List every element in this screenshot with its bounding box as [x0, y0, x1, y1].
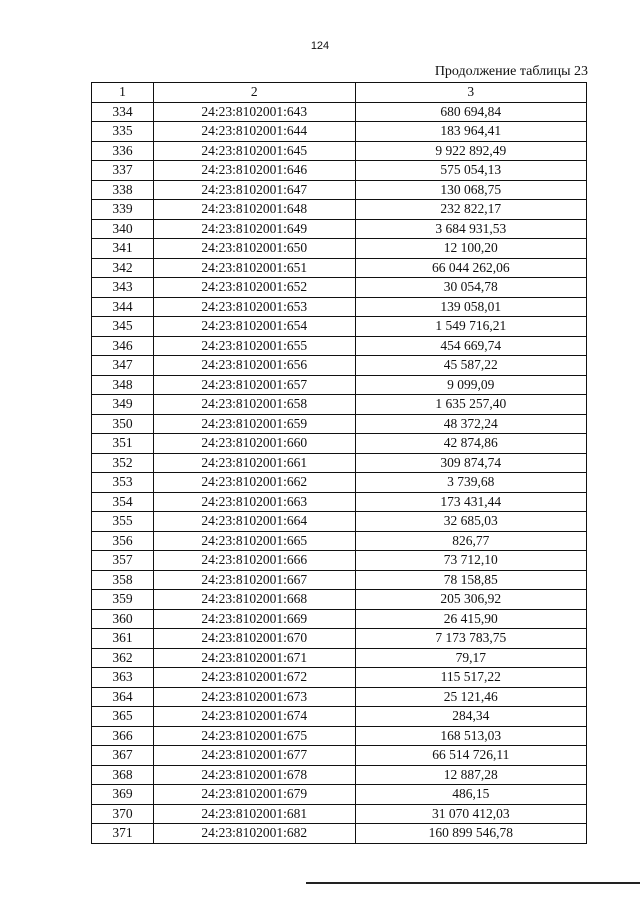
value-cell: 66 514 726,11	[355, 746, 586, 766]
column-header-1: 1	[92, 83, 154, 103]
table-row	[92, 141, 587, 161]
table-row	[92, 512, 587, 532]
table-row	[92, 395, 587, 415]
table-row	[92, 804, 587, 824]
value-cell: 139 058,01	[355, 297, 586, 317]
table-row	[92, 746, 587, 766]
table-row	[92, 785, 587, 805]
table-row	[92, 492, 587, 512]
value-cell: 575 054,13	[355, 161, 586, 181]
value-cell: 79,17	[355, 648, 586, 668]
cadastral-number-cell: 24:23:8102001:665	[153, 531, 355, 551]
cadastral-number-cell: 24:23:8102001:643	[153, 102, 355, 122]
table-row	[92, 297, 587, 317]
table-row	[92, 414, 587, 434]
table-row	[92, 122, 587, 142]
row-number-cell: 351	[92, 434, 154, 454]
row-number-cell: 342	[92, 258, 154, 278]
table-row	[92, 317, 587, 337]
table-row	[92, 609, 587, 629]
table-row	[92, 453, 587, 473]
row-number-cell: 369	[92, 785, 154, 805]
cadastral-number-cell: 24:23:8102001:661	[153, 453, 355, 473]
table-row	[92, 668, 587, 688]
value-cell: 232 822,17	[355, 200, 586, 220]
cadastral-number-cell: 24:23:8102001:649	[153, 219, 355, 239]
cadastral-number-cell: 24:23:8102001:682	[153, 824, 355, 844]
row-number-cell: 339	[92, 200, 154, 220]
table-row	[92, 258, 587, 278]
value-cell: 45 587,22	[355, 356, 586, 376]
page-number: 124	[310, 40, 330, 52]
table-row	[92, 180, 587, 200]
value-cell: 160 899 546,78	[355, 824, 586, 844]
value-cell: 309 874,74	[355, 453, 586, 473]
cadastral-number-cell: 24:23:8102001:668	[153, 590, 355, 610]
cadastral-number-cell: 24:23:8102001:675	[153, 726, 355, 746]
value-cell: 42 874,86	[355, 434, 586, 454]
table-row	[92, 570, 587, 590]
cadastral-number-cell: 24:23:8102001:644	[153, 122, 355, 142]
cadastral-number-cell: 24:23:8102001:648	[153, 200, 355, 220]
value-cell: 12 100,20	[355, 239, 586, 259]
cadastral-number-cell: 24:23:8102001:669	[153, 609, 355, 629]
row-number-cell: 354	[92, 492, 154, 512]
row-number-cell: 352	[92, 453, 154, 473]
row-number-cell: 344	[92, 297, 154, 317]
row-number-cell: 361	[92, 629, 154, 649]
table-row	[92, 434, 587, 454]
row-number-cell: 357	[92, 551, 154, 571]
value-cell: 66 044 262,06	[355, 258, 586, 278]
row-number-cell: 360	[92, 609, 154, 629]
table-row	[92, 629, 587, 649]
cadastral-number-cell: 24:23:8102001:650	[153, 239, 355, 259]
row-number-cell: 366	[92, 726, 154, 746]
table-row	[92, 707, 587, 727]
cadastral-number-cell: 24:23:8102001:657	[153, 375, 355, 395]
row-number-cell: 334	[92, 102, 154, 122]
row-number-cell: 336	[92, 141, 154, 161]
table-row	[92, 551, 587, 571]
cadastral-number-cell: 24:23:8102001:670	[153, 629, 355, 649]
cadastral-number-cell: 24:23:8102001:656	[153, 356, 355, 376]
row-number-cell: 367	[92, 746, 154, 766]
value-cell: 25 121,46	[355, 687, 586, 707]
row-number-cell: 364	[92, 687, 154, 707]
column-header-2: 2	[153, 83, 355, 103]
value-cell: 205 306,92	[355, 590, 586, 610]
row-number-cell: 371	[92, 824, 154, 844]
value-cell: 9 099,09	[355, 375, 586, 395]
row-number-cell: 356	[92, 531, 154, 551]
cadastral-number-cell: 24:23:8102001:660	[153, 434, 355, 454]
value-cell: 32 685,03	[355, 512, 586, 532]
value-cell: 130 068,75	[355, 180, 586, 200]
cadastral-number-cell: 24:23:8102001:663	[153, 492, 355, 512]
row-number-cell: 341	[92, 239, 154, 259]
table-row	[92, 356, 587, 376]
value-cell: 183 964,41	[355, 122, 586, 142]
row-number-cell: 350	[92, 414, 154, 434]
cadastral-number-cell: 24:23:8102001:679	[153, 785, 355, 805]
row-number-cell: 370	[92, 804, 154, 824]
value-cell: 31 070 412,03	[355, 804, 586, 824]
table-row	[92, 590, 587, 610]
table-body	[92, 102, 587, 843]
table-row	[92, 336, 587, 356]
cadastral-number-cell: 24:23:8102001:651	[153, 258, 355, 278]
row-number-cell: 343	[92, 278, 154, 298]
table-row	[92, 219, 587, 239]
cadastral-number-cell: 24:23:8102001:659	[153, 414, 355, 434]
value-cell: 78 158,85	[355, 570, 586, 590]
cadastral-number-cell: 24:23:8102001:652	[153, 278, 355, 298]
table-row	[92, 531, 587, 551]
value-cell: 168 513,03	[355, 726, 586, 746]
table-caption: Продолжение таблицы 23	[434, 64, 588, 79]
cadastral-number-cell: 24:23:8102001:678	[153, 765, 355, 785]
row-number-cell: 359	[92, 590, 154, 610]
value-cell: 173 431,44	[355, 492, 586, 512]
footer-rule	[306, 882, 640, 884]
value-cell: 1 635 257,40	[355, 395, 586, 415]
cadastral-number-cell: 24:23:8102001:658	[153, 395, 355, 415]
row-number-cell: 335	[92, 122, 154, 142]
value-cell: 26 415,90	[355, 609, 586, 629]
table-row	[92, 726, 587, 746]
cadastral-number-cell: 24:23:8102001:666	[153, 551, 355, 571]
cadastral-number-cell: 24:23:8102001:673	[153, 687, 355, 707]
row-number-cell: 358	[92, 570, 154, 590]
cadastral-number-cell: 24:23:8102001:653	[153, 297, 355, 317]
cadastral-number-cell: 24:23:8102001:646	[153, 161, 355, 181]
table-row	[92, 278, 587, 298]
row-number-cell: 347	[92, 356, 154, 376]
row-number-cell: 337	[92, 161, 154, 181]
row-number-cell: 348	[92, 375, 154, 395]
value-cell: 73 712,10	[355, 551, 586, 571]
row-number-cell: 355	[92, 512, 154, 532]
cadastral-number-cell: 24:23:8102001:655	[153, 336, 355, 356]
cadastral-number-cell: 24:23:8102001:667	[153, 570, 355, 590]
value-cell: 454 669,74	[355, 336, 586, 356]
value-cell: 115 517,22	[355, 668, 586, 688]
cadastral-number-cell: 24:23:8102001:662	[153, 473, 355, 493]
value-cell: 9 922 892,49	[355, 141, 586, 161]
table-row	[92, 102, 587, 122]
value-cell: 30 054,78	[355, 278, 586, 298]
table-row	[92, 239, 587, 259]
value-cell: 680 694,84	[355, 102, 586, 122]
data-table	[91, 82, 587, 844]
table-row	[92, 473, 587, 493]
cadastral-number-cell: 24:23:8102001:645	[153, 141, 355, 161]
cadastral-number-cell: 24:23:8102001:677	[153, 746, 355, 766]
value-cell: 826,77	[355, 531, 586, 551]
table-row	[92, 687, 587, 707]
table-header-row	[92, 83, 587, 103]
row-number-cell: 345	[92, 317, 154, 337]
table-row	[92, 200, 587, 220]
row-number-cell: 340	[92, 219, 154, 239]
table-row	[92, 648, 587, 668]
table-row	[92, 375, 587, 395]
value-cell: 48 372,24	[355, 414, 586, 434]
value-cell: 3 739,68	[355, 473, 586, 493]
cadastral-number-cell: 24:23:8102001:654	[153, 317, 355, 337]
row-number-cell: 349	[92, 395, 154, 415]
column-header-3: 3	[355, 83, 586, 103]
cadastral-number-cell: 24:23:8102001:681	[153, 804, 355, 824]
row-number-cell: 365	[92, 707, 154, 727]
value-cell: 3 684 931,53	[355, 219, 586, 239]
row-number-cell: 362	[92, 648, 154, 668]
cadastral-number-cell: 24:23:8102001:647	[153, 180, 355, 200]
row-number-cell: 353	[92, 473, 154, 493]
value-cell: 12 887,28	[355, 765, 586, 785]
row-number-cell: 368	[92, 765, 154, 785]
cadastral-number-cell: 24:23:8102001:671	[153, 648, 355, 668]
value-cell: 284,34	[355, 707, 586, 727]
row-number-cell: 338	[92, 180, 154, 200]
cadastral-number-cell: 24:23:8102001:664	[153, 512, 355, 532]
row-number-cell: 363	[92, 668, 154, 688]
table-row	[92, 161, 587, 181]
table-row	[92, 765, 587, 785]
value-cell: 486,15	[355, 785, 586, 805]
value-cell: 1 549 716,21	[355, 317, 586, 337]
cadastral-number-cell: 24:23:8102001:672	[153, 668, 355, 688]
cadastral-number-cell: 24:23:8102001:674	[153, 707, 355, 727]
row-number-cell: 346	[92, 336, 154, 356]
table-row	[92, 824, 587, 844]
value-cell: 7 173 783,75	[355, 629, 586, 649]
